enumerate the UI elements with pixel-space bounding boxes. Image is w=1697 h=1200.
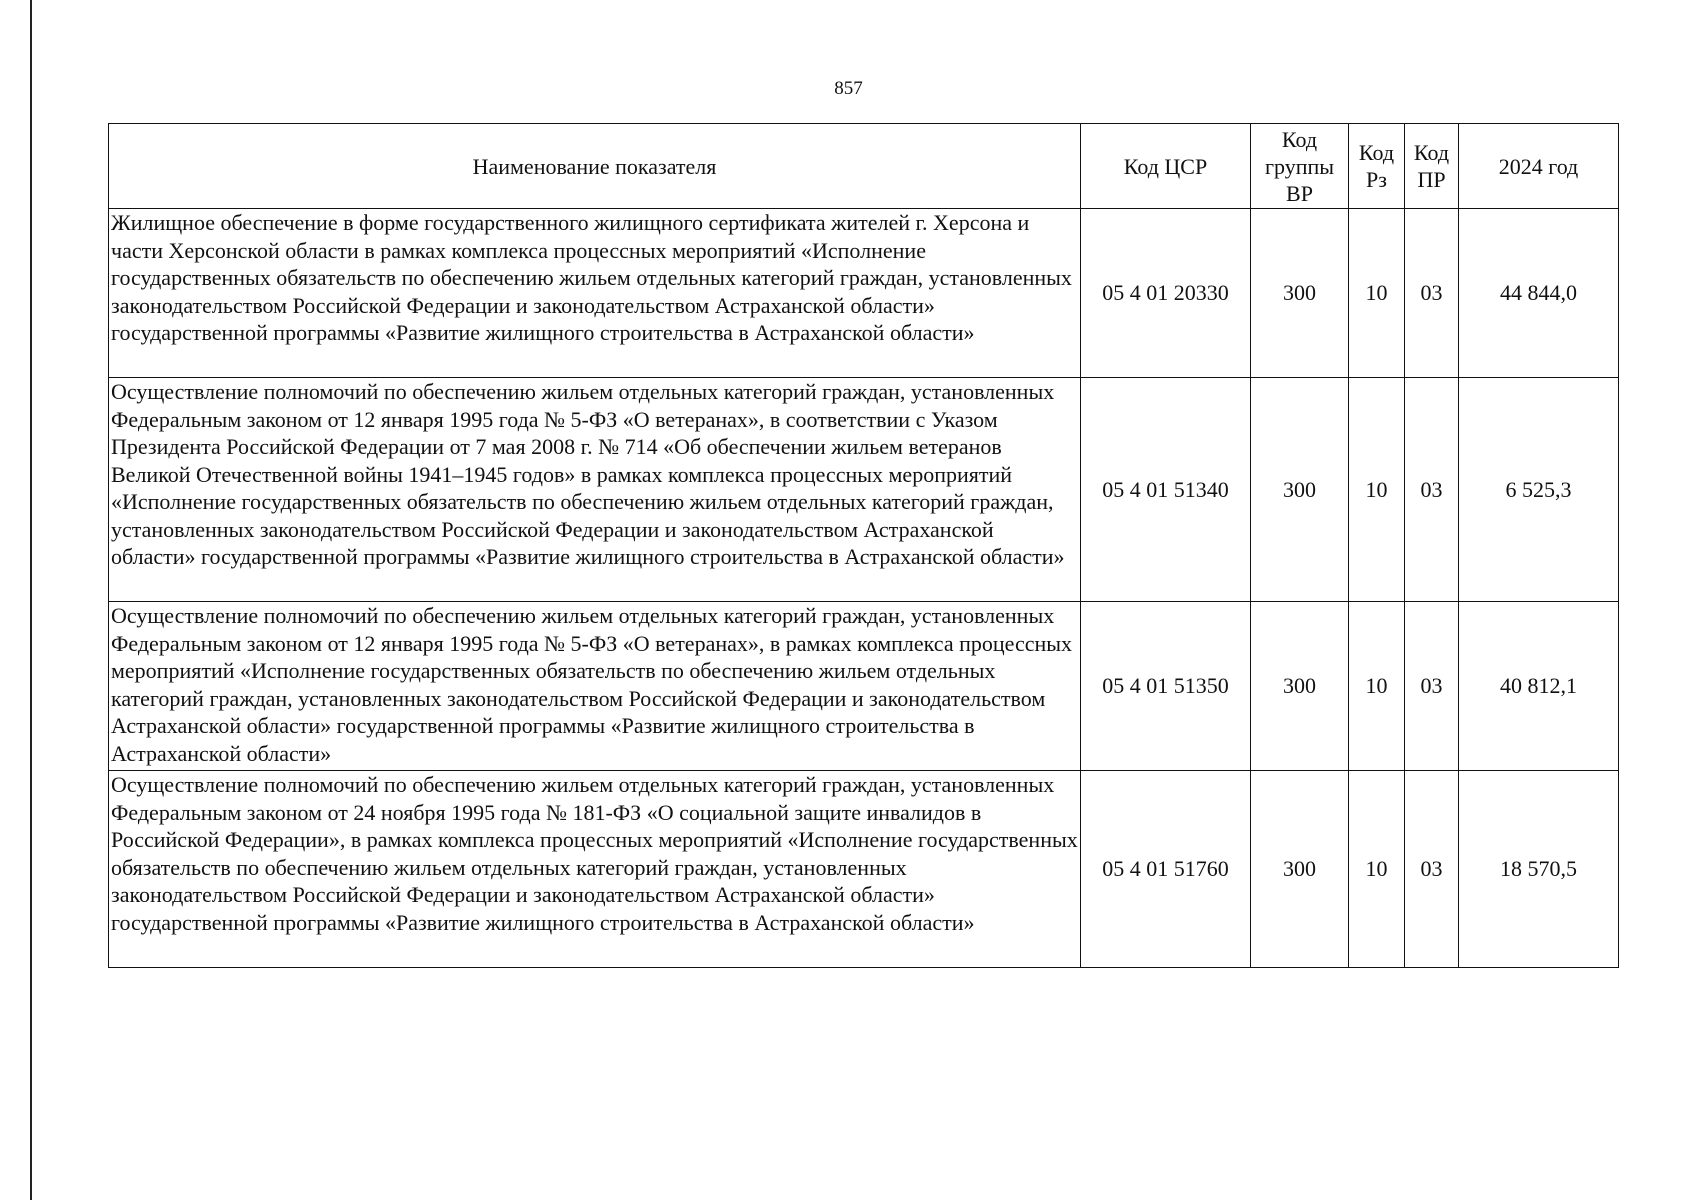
row-csr-code: 05 4 01 51350 <box>1081 602 1251 771</box>
row-vr-code: 300 <box>1251 771 1349 968</box>
row-vr-code: 300 <box>1251 602 1349 771</box>
row-rz-code: 10 <box>1349 378 1405 602</box>
row-name: Осуществление полномочий по обеспечению жильем отдельных категорий граждан, установленных Федеральным законом от 12 января 1995 года № 5-ФЗ «О ветеранах», в рамках комплекса процессных мероприятий «Исполнение государственных обязательств по обеспечению жильем отдельных категорий граждан, установленных законодательством Российской Федерации и законодательством Астраханской области» государственной программы «Развитие жилищного строительства в Астраханской области» <box>109 602 1081 771</box>
budget-table <box>108 123 1619 968</box>
row-rz-code: 10 <box>1349 209 1405 378</box>
row-rz-code: 10 <box>1349 602 1405 771</box>
table-header-row <box>109 124 1619 209</box>
table-row <box>109 771 1619 968</box>
table-row <box>109 602 1619 771</box>
header-name: Наименование показателя <box>109 124 1081 209</box>
row-pr-code: 03 <box>1405 209 1459 378</box>
header-pr-code: Код ПР <box>1405 124 1459 209</box>
row-name: Осуществление полномочий по обеспечению жильем отдельных категорий граждан, установленных Федеральным законом от 12 января 1995 года № 5-ФЗ «О ветеранах», в соответствии с Указом Президента Российской Федерации от 7 мая 2008 г. № 714 «Об обеспечении жильем ветеранов Великой Отечественной войны 1941–1945 годов» в рамках комплекса процессных мероприятий «Исполнение государственных обязательств по обеспечению жильем отдельных категорий граждан, установленных законодательством Российской Федерации и законодательством Астраханской области» государственной программы «Развитие жилищного строительства в Астраханской области» <box>109 378 1081 602</box>
row-vr-code: 300 <box>1251 378 1349 602</box>
row-csr-code: 05 4 01 51340 <box>1081 378 1251 602</box>
row-vr-code: 300 <box>1251 209 1349 378</box>
row-amount: 18 570,5 <box>1459 771 1619 968</box>
binding-margin-line <box>30 0 32 1200</box>
header-csr-code: Код ЦСР <box>1081 124 1251 209</box>
header-year-2024: 2024 год <box>1459 124 1619 209</box>
header-vr-code: Код группы ВР <box>1251 124 1349 209</box>
row-rz-code: 10 <box>1349 771 1405 968</box>
row-amount: 40 812,1 <box>1459 602 1619 771</box>
row-name: Жилищное обеспечение в форме государственного жилищного сертификата жителей г. Херсона и части Херсонской области в рамках комплекса процессных мероприятий «Исполнение государственных обязательств по обеспечению жильем отдельных категорий граждан, установленных законодательством Российской Федерации и законодательством Астраханской области» государственной программы «Развитие жилищного строительства в Астраханской области» <box>109 209 1081 378</box>
page-number: 857 <box>834 78 863 99</box>
row-pr-code: 03 <box>1405 378 1459 602</box>
row-pr-code: 03 <box>1405 771 1459 968</box>
header-rz-code: Код Рз <box>1349 124 1405 209</box>
row-csr-code: 05 4 01 51760 <box>1081 771 1251 968</box>
row-amount: 44 844,0 <box>1459 209 1619 378</box>
table-row <box>109 209 1619 378</box>
row-pr-code: 03 <box>1405 602 1459 771</box>
row-amount: 6 525,3 <box>1459 378 1619 602</box>
row-csr-code: 05 4 01 20330 <box>1081 209 1251 378</box>
table-row <box>109 378 1619 602</box>
row-name: Осуществление полномочий по обеспечению жильем отдельных категорий граждан, установленных Федеральным законом от 24 ноября 1995 года № 181-ФЗ «О социальной защите инвалидов в Российской Федерации», в рамках комплекса процессных мероприятий «Исполнение государственных обязательств по обеспечению жильем отдельных категорий граждан, установленных законодательством Российской Федерации и законодательством Астраханской области» государственной программы «Развитие жилищного строительства в Астраханской области» <box>109 771 1081 968</box>
